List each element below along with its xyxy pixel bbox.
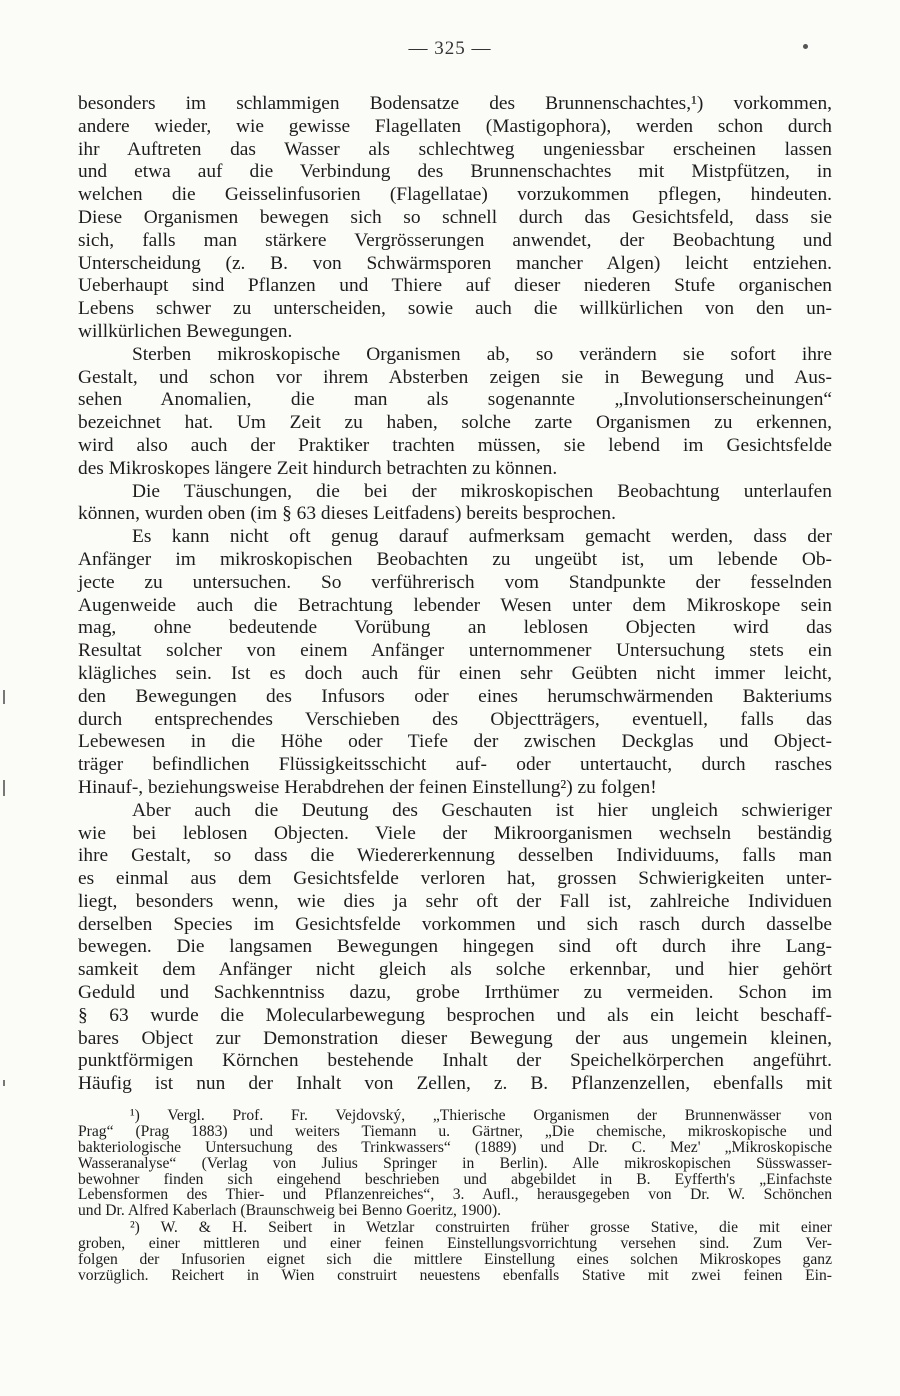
margin-mark [3,690,5,704]
text-line: klägliches sein. Ist es doch auch für einen sehr Geübten nicht immer leicht, [78,662,832,684]
footnote-line: Wasseranalyse“ (Verlag von Julius Springer in Berlin). Alle mikroskopischen Süsswasser- [78,1154,832,1172]
text-line: durch entsprechendes Verschieben des Objectträgers, eventuell, falls das [78,708,832,730]
footnote-line: bewohner finden sich eingehend beschrieben und abgebildet in B. Eyfferth's „Einfachste [78,1170,832,1188]
text-line: des Mikroskopes längere Zeit hindurch betrachten zu können. [78,457,558,479]
text-line: den Bewegungen des Infusors oder eines herumschwärmenden Bakteriums [78,685,832,707]
footnote-line: ²) W. & H. Seibert in Wetzlar construirten früher grosse Stative, die mit einer [130,1219,832,1237]
footnote-line: bakteriologische Untersuchung des Trinkwassers“ (1889) und Dr. C. Mez' „Mikroskopische [78,1138,832,1156]
text-line: liegt, besonders wenn, wie dies ja sehr oft der Fall ist, zahlreiche Individuen [78,890,832,912]
footnote-line: ¹) Vergl. Prof. Fr. Vejdovský, „Thierische Organismen der Brunnenwässer von [130,1107,832,1124]
footnote-line: und Dr. Alfred Kaberlach (Braunschweig bei Benno Goeritz, 1900). [78,1202,502,1220]
text-line: wird also auch der Praktiker trachten müssen, sie lebend im Gesichtsfelde [78,434,832,456]
text-line: bewegen. Die langsamen Bewegungen hingegen sind oft durch ihre Lang- [78,936,832,958]
text-line: ihr Auftreten das Wasser als schlechtweg ungeniessbar erscheinen lassen [78,138,832,160]
text-line: Hinauf-, beziehungsweise Herabdrehen der feinen Einstellung²) zu folgen! [78,776,657,798]
footnote-line: Lebensformen des Thier- und Pflanzenreiches“, 3. Aufl., herausgegeben von Dr. W. Schönchen [78,1186,832,1204]
text-line: Geduld und Sachkenntniss dazu, grobe Irrthümer zu vermeiden. Schon im [78,982,832,1004]
page-number: — 325 — [408,38,492,59]
text-line: Lebens schwer zu unterscheiden, sowie auch die willkürlichen von den un- [78,298,832,320]
text-line: derselben Species im Gesichtsfelde vorkommen und sich rasch durch dasselbe [78,913,832,935]
text-line: ihre Gestalt, so dass die Wiedererkennung desselben Individuums, falls man [78,845,832,867]
text-line: Augenweide auch die Betrachtung lebender Wesen unter dem Mikroskope sein [78,594,832,616]
text-line: Unterscheidung (z. B. von Schwärmsporen mancher Algen) leicht entziehen. [78,252,832,274]
text-line: träger befindlichen Flüssigkeitsschicht auf- oder untertaucht, durch rasches [78,754,832,776]
footnote-line: vorzüglich. Reichert in Wien construirt neuestens ebenfalls Stative mit zwei feinen Ein- [78,1266,832,1284]
text-line: es einmal aus dem Gesichtsfelde verloren hat, grossen Schwierigkeiten unter- [78,868,832,890]
text-line: § 63 wurde die Molecularbewegung besprochen und als ein leicht beschaff- [78,1004,832,1026]
text-line: Aber auch die Deutung des Geschauten ist hier ungleich schwieriger [132,799,832,821]
text-line: Diese Organismen bewegen sich so schnell durch das Gesichtsfeld, dass sie [78,206,832,228]
text-line: welchen die Geisselinfusorien (Flagellatae) vorzukommen pflegen, hindeuten. [78,184,832,206]
text-line: willkürlichen Bewegungen. [78,320,293,342]
text-line: jecte zu untersuchen. So verführerisch vom Standpunkte der fesselnden [78,571,832,593]
text-line: Anfänger im mikroskopischen Beobachten zu ungeübt ist, um lebende Ob- [78,548,832,570]
body-text [78,93,832,1096]
ink-spot [803,44,808,49]
text-line: bares Object zur Demonstration dieser Bewegung der aus ungemein kleinen, [78,1027,832,1049]
footnotes [78,1108,832,1284]
footnote-line: folgen der Infusorien eignet sich die mittlere Einstellung eines solchen Mikroskopes ganz [78,1251,832,1269]
text-line: punktförmigen Körnchen bestehende Inhalt der Speichelkörperchen angeführt. [78,1050,832,1072]
text-line: samkeit dem Anfänger nicht gleich als solche erkennbar, und hier gehört [78,959,832,981]
text-line: Häufig ist nun der Inhalt von Zellen, z. B. Pflanzenzellen, ebenfalls mit [78,1073,832,1095]
text-line: können, wurden oben (im § 63 dieses Leitfadens) bereits besprochen. [78,503,616,525]
text-line: und etwa auf die Verbindung des Brunnenschachtes mit Mistpfützen, in [78,161,832,183]
text-line: Lebewesen in die Höhe oder Tiefe der zwischen Deckglas und Object- [78,731,832,753]
text-line: sehen Anomalien, die man als sogenannte „Involutionserscheinungen“ [78,389,832,411]
text-line: Die Täuschungen, die bei der mikroskopischen Beobachtung unterlaufen [132,480,832,502]
text-line: mag, ohne bedeutende Vorübung an leblosen Objecten wird das [78,617,832,639]
text-line: andere wieder, wie gewisse Flagellaten (Mastigophora), werden schon durch [78,115,832,137]
margin-mark [3,780,5,796]
text-line: Ueberhaupt sind Pflanzen und Thiere auf dieser niederen Stufe organischen [78,275,832,297]
text-line: wie bei leblosen Objecten. Viele der Mikroorganismen wechseln beständig [78,822,832,844]
text-line: Sterben mikroskopische Organismen ab, so verändern sie sofort ihre [132,343,832,365]
footnote-line: Prag“ (Prag 1883) und weiters Tiemann u. Gärtner, „Die chemische, mikroskopische und [78,1122,832,1140]
margin-mark [3,1080,5,1086]
text-line: Es kann nicht oft genug darauf aufmerksam gemacht werden, dass der [132,526,832,548]
text-line: besonders im schlammigen Bodensatze des Brunnenschachtes,¹) vorkommen, [78,93,832,114]
text-line: bezeichnet hat. Um Zeit zu haben, solche zarte Organismen zu erkennen, [78,412,832,434]
text-line: Resultat solcher von einem Anfänger unternommener Untersuchung stets ein [78,640,832,662]
text-line: Gestalt, und schon vor ihrem Absterben zeigen sie in Bewegung und Aus- [78,366,832,388]
footnote-line: groben, einer mittleren und einer feinen Einstellungsvorrichtung versehen sind. Zum Ver- [78,1235,832,1253]
text-line: sich, falls man stärkere Vergrösserungen anwendet, der Beobachtung und [78,229,832,251]
